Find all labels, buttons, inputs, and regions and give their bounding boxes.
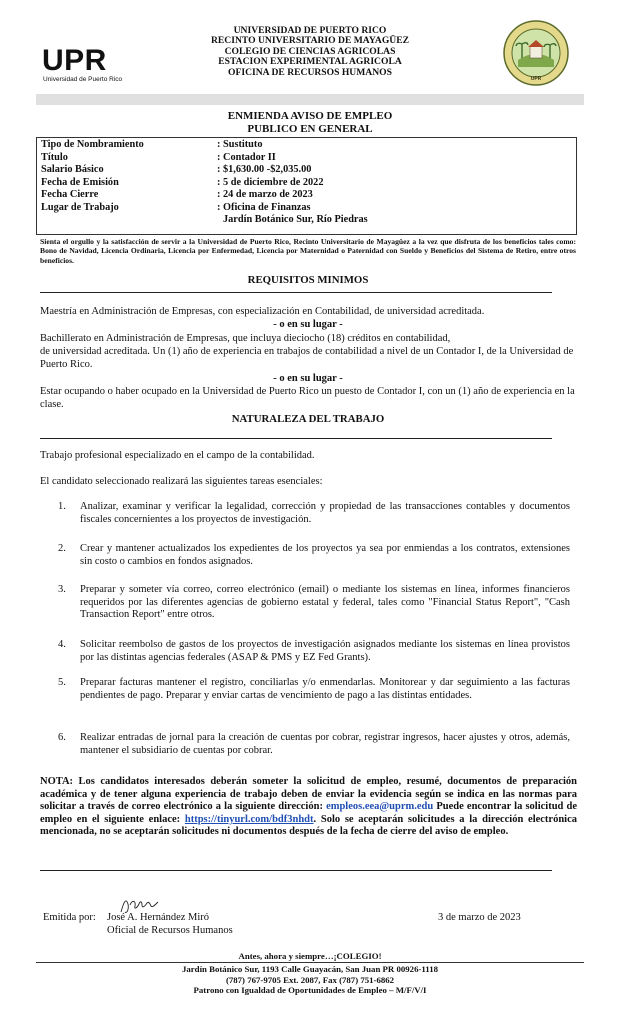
footer-line: (787) 767-9705 Ext. 2087, Fax (787) 751-6862 (225, 974, 395, 985)
header-line: OFICINA DE RECURSOS HUMANOS (228, 66, 392, 78)
list-item-number: 6. (58, 732, 66, 743)
list-item (58, 543, 570, 568)
info-value: : 24 de marzo de 2023 (217, 189, 313, 200)
info-label: Lugar de Trabajo (41, 201, 119, 213)
header-line: RECINTO UNIVERSITARIO DE MAYAGÜEZ (210, 35, 410, 47)
info-value: : Oficina de Finanzas (217, 201, 311, 213)
info-row (41, 202, 311, 214)
list-item-number: 3. (58, 584, 66, 595)
info-value: : $1,630.00 -$2,035.00 (217, 164, 312, 175)
issued-by-label: Emitida por: (43, 912, 96, 923)
list-item (58, 732, 570, 757)
info-row (41, 139, 263, 151)
email-link[interactable]: empleos.eea@uprm.edu (326, 801, 434, 813)
note-text: . Solo se aceptarán solicitudes a la dirección electrónica mencionada, no se aceptarán solicitudes ni documentos después de la fecha de cierre del aviso de empleo. (40, 813, 578, 838)
info-label: Salario Básico (41, 164, 104, 175)
info-label: Fecha Cierre (41, 189, 99, 200)
info-value: Jardín Botánico Sur, Río Piedras (223, 214, 368, 225)
note-text: Puede encontrar la solicitud de empleo en el siguiente enlace: (40, 801, 577, 825)
document-title (140, 110, 480, 136)
seal-bottom-text: UPR (530, 76, 542, 82)
info-label: Tipo de Nombramiento (41, 139, 144, 150)
info-row (41, 164, 311, 176)
college-seal-icon (503, 20, 569, 86)
info-row (41, 214, 368, 226)
upr-logo (42, 46, 122, 84)
info-row (41, 189, 313, 201)
footer-line: Patrono con Igualdad de Oportunidades de Empleo – M/F/V/I (193, 985, 427, 996)
issue-date: 3 de marzo de 2023 (438, 912, 521, 923)
institution-header (140, 26, 480, 78)
list-item (58, 639, 570, 664)
info-label: Fecha de Emisión (41, 176, 119, 188)
info-row (41, 177, 323, 189)
alternative-separator: - o en su lugar - (273, 373, 343, 384)
list-item-text: Preparar y someter vía correo, correo electrónico (email) o mediante los sistemas en línea, informes financieros requeridos por las diferentes agencias de gobierno estatal y federal, tales como "Financial Status Report", "Cash Transaction Report" entre otros. (80, 584, 570, 621)
list-item (58, 584, 570, 622)
list-item (58, 677, 570, 702)
header-line: COLEGIO DE CIENCIAS AGRICOLAS (224, 45, 396, 57)
section-rule (40, 292, 552, 293)
info-row (41, 152, 276, 164)
signer-name: José A. Hernández Miró (107, 912, 210, 923)
upr-logo-subtitle: Universidad de Puerto Rico (43, 76, 123, 83)
requisito-option-1: Maestría en Administración de Empresas, con especialización en Contabilidad, de universidad acreditada. (40, 306, 485, 317)
info-label: Título (41, 151, 68, 163)
requisitos-heading: REQUISITOS MINIMOS (247, 274, 369, 286)
list-item (58, 501, 570, 526)
benefits-intro: Sienta el orgullo y la satisfacción de servir a la Universidad de Puerto Rico, Recinto Universitario de Mayagüez a la vez que disfruta de los beneficios tales como: Bono de Navidad, Licencia Ordinaria, Licencia por Enfermedad, Licencia por Maternidad o Paternidad con Sueldo y Beneficios del Sistema de Retiro, entre otros beneficios. (40, 237, 576, 265)
application-form-link[interactable]: https://tinyurl.com/bdf3nhdt (184, 813, 314, 825)
info-value: : 5 de diciembre de 2022 (217, 176, 324, 188)
footer-rule (36, 962, 584, 963)
upr-logo-text: UPR (42, 44, 107, 77)
header-divider-bar (36, 94, 584, 105)
note-text: NOTA: Los candidatos interesados deberán someter la solicitud de empleo, resumé, documentos de preparación académica y de tener alguna experiencia de trabajo deben de enviar la evidencia según se indica en las normas para solicitar a través de correo electrónico a la siguiente dirección: (40, 776, 577, 813)
header-line: UNIVERSIDAD DE PUERTO RICO (233, 25, 387, 36)
title-line: PUBLICO EN GENERAL (247, 123, 373, 135)
job-info-box (36, 137, 577, 235)
list-item-text: Realizar entradas de jornal para la creación de cuentas por cobrar, registrar ingresos, hacer ajustes y otros, además, mantener el subsidiario de cuentas por cobrar. (80, 732, 570, 756)
section-rule (40, 870, 552, 871)
list-item-number: 5. (58, 677, 66, 688)
footer-address (60, 964, 560, 996)
list-item-text: Analizar, examinar y verificar la legalidad, corrección y propiedad de las transacciones contables y documentos fiscales concernientes a los proyectos de investigación. (80, 501, 570, 525)
tasks-intro: El candidato seleccionado realizará las siguientes tareas esenciales: (40, 476, 323, 487)
list-item-number: 4. (58, 639, 66, 650)
footer-motto: Antes, ahora y siempre…¡COLEGIO! (238, 951, 382, 961)
section-rule (40, 438, 552, 439)
signer-role: Oficial de Recursos Humanos (107, 925, 233, 936)
requisito-option-3: Estar ocupando o haber ocupado en la Universidad de Puerto Rico un puesto de Contador I, con un (1) año de experiencia en la clase. (40, 386, 575, 410)
naturaleza-summary: Trabajo profesional especializado en el campo de la contabilidad. (40, 450, 315, 461)
naturaleza-heading: NATURALEZA DEL TRABAJO (231, 413, 385, 425)
application-note (40, 776, 577, 839)
list-item-number: 2. (58, 543, 66, 554)
list-item-text: Preparar facturas mantener el registro, conciliarlas y/o enmendarlas. Monitorear y dar seguimiento a las facturas pendientes de pago. Preparar y enviar cartas de vencimiento de pago a las distintas entidades. (80, 677, 570, 701)
info-value: : Contador II (217, 151, 276, 163)
footer-line: Jardín Botánico Sur, 1193 Calle Guayacán, San Juan PR 00926-1118 (181, 964, 439, 974)
list-item-text: Crear y mantener actualizados los expedientes de los proyectos ya sea por enmiendas a los contratos, extensiones sin costo o cambios en fondos asignados. (80, 543, 570, 567)
list-item-text: Solicitar reembolso de gastos de los proyectos de investigación asignados mediante los sistemas en línea provistos por las distintas agencias federales (ASAP & PMS y EZ Fed Grants). (80, 639, 570, 663)
list-item-number: 1. (58, 501, 66, 512)
header-line: ESTACION EXPERIMENTAL AGRICOLA (218, 56, 402, 68)
info-value: : Sustituto (217, 139, 263, 150)
requisito-option-2b: de universidad acreditada. Un (1) año de experiencia en trabajos de contabilidad a nivel de un Contador I, de la Universidad de Puerto Rico. (40, 346, 574, 370)
title-line: ENMIENDA AVISO DE EMPLEO (227, 110, 393, 122)
alternative-separator: - o en su lugar - (273, 319, 343, 330)
requisito-option-2a: Bachillerato en Administración de Empresas, que incluya dieciocho (18) créditos en contabilidad, (40, 333, 451, 344)
